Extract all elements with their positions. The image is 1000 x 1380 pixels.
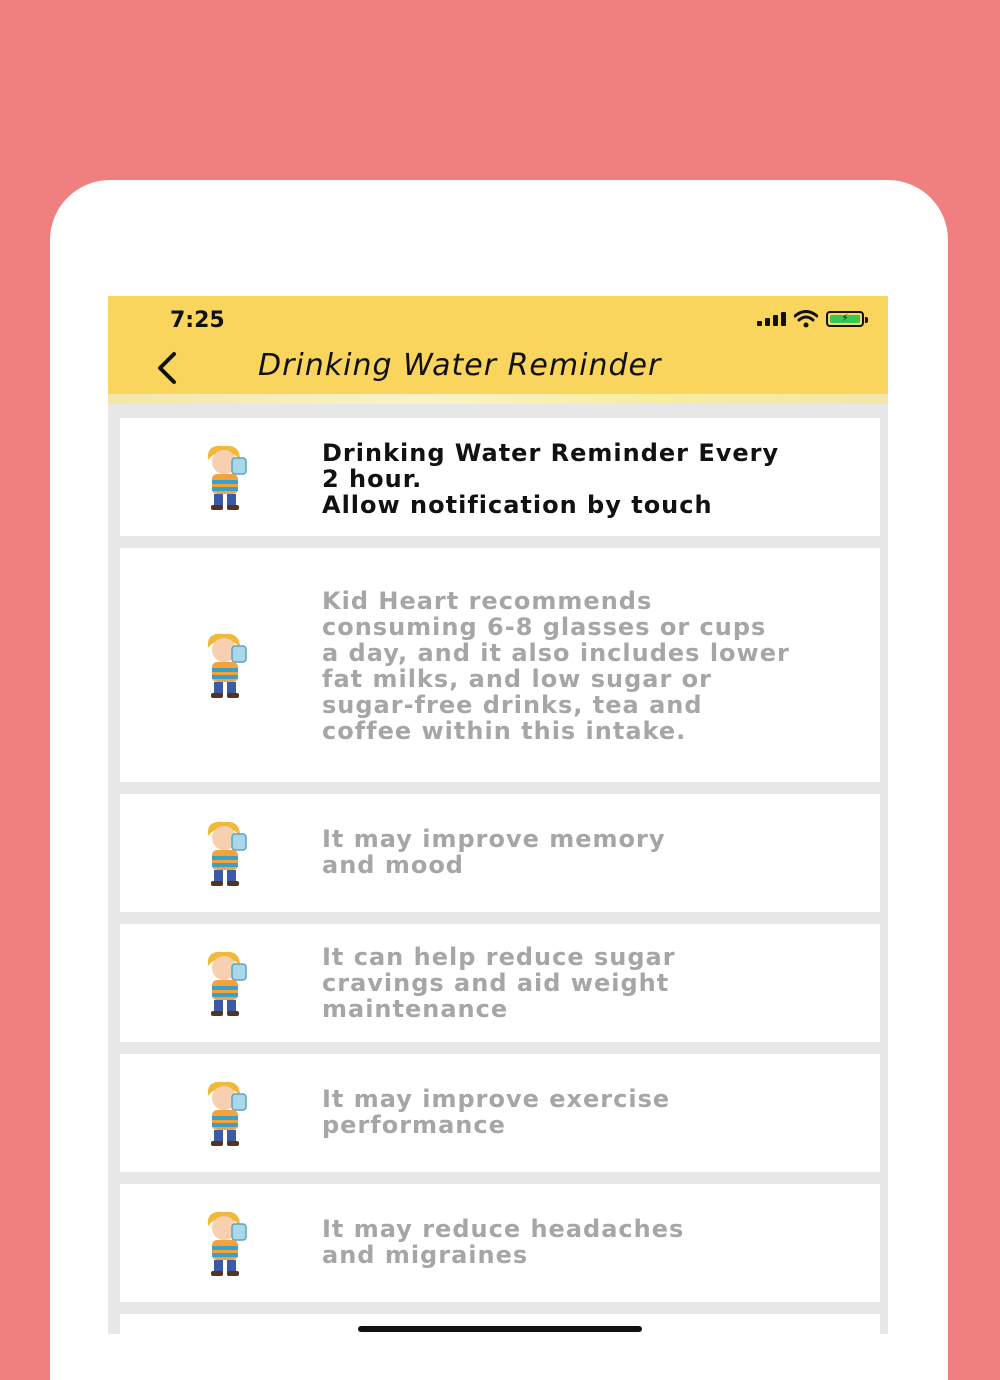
back-button[interactable]: [148, 348, 188, 388]
text-line: and mood: [322, 851, 464, 879]
list-item-tip[interactable]: [120, 924, 880, 1042]
list-item-tip[interactable]: [120, 794, 880, 912]
app-screen: [108, 296, 888, 1334]
status-time: 7:25: [170, 308, 225, 333]
wifi-icon: [794, 310, 818, 328]
text-line: It may improve memory: [322, 825, 666, 853]
text-line: Kid Heart recommends: [322, 587, 653, 615]
text-line: 2 hour.: [322, 465, 423, 493]
list-item-text: [322, 588, 860, 744]
boy-drinking-water-icon: [192, 630, 258, 700]
battery-charging-icon: ⚡: [826, 311, 864, 327]
list-item-text: [322, 944, 860, 1022]
app-bar-divider: [108, 394, 888, 404]
home-indicator[interactable]: [358, 1326, 642, 1332]
text-line: cravings and aid weight: [322, 969, 670, 997]
page-title: Drinking Water Reminder: [258, 348, 662, 383]
reminder-list: [120, 418, 880, 1334]
boy-drinking-water-icon: [192, 1078, 258, 1148]
cellular-signal-icon: [757, 312, 786, 326]
text-line: fat milks, and low sugar or: [322, 665, 712, 693]
text-line: coffee within this intake.: [322, 717, 687, 745]
list-item-tip[interactable]: [120, 1054, 880, 1172]
text-line: performance: [322, 1111, 506, 1139]
list-item-tip[interactable]: [120, 548, 880, 782]
app-bar: [108, 296, 888, 396]
list-item-tip[interactable]: [120, 1184, 880, 1302]
boy-drinking-water-icon: [192, 1208, 258, 1278]
boy-drinking-water-icon: [192, 818, 258, 888]
boy-drinking-water-icon: [192, 442, 258, 512]
list-item-text: [322, 1086, 860, 1138]
text-line: It can help reduce sugar: [322, 943, 676, 971]
text-line: maintenance: [322, 995, 509, 1023]
text-line: It may reduce headaches: [322, 1215, 685, 1243]
back-arrow-icon: [148, 348, 188, 388]
boy-drinking-water-icon: [192, 948, 258, 1018]
text-line: and migraines: [322, 1241, 529, 1269]
text-line: It may improve exercise: [322, 1085, 671, 1113]
text-line: Drinking Water Reminder Every: [322, 439, 780, 467]
text-line: a day, and it also includes lower: [322, 639, 790, 667]
text-line: sugar-free drinks, tea and: [322, 691, 703, 719]
list-item-text: [322, 1216, 860, 1268]
status-icons: [757, 310, 864, 328]
text-line: consuming 6-8 glasses or cups: [322, 613, 767, 641]
list-item-text: [322, 440, 860, 518]
list-item-reminder[interactable]: [120, 418, 880, 536]
text-line: Allow notification by touch: [322, 491, 713, 519]
list-item-text: [322, 826, 860, 878]
